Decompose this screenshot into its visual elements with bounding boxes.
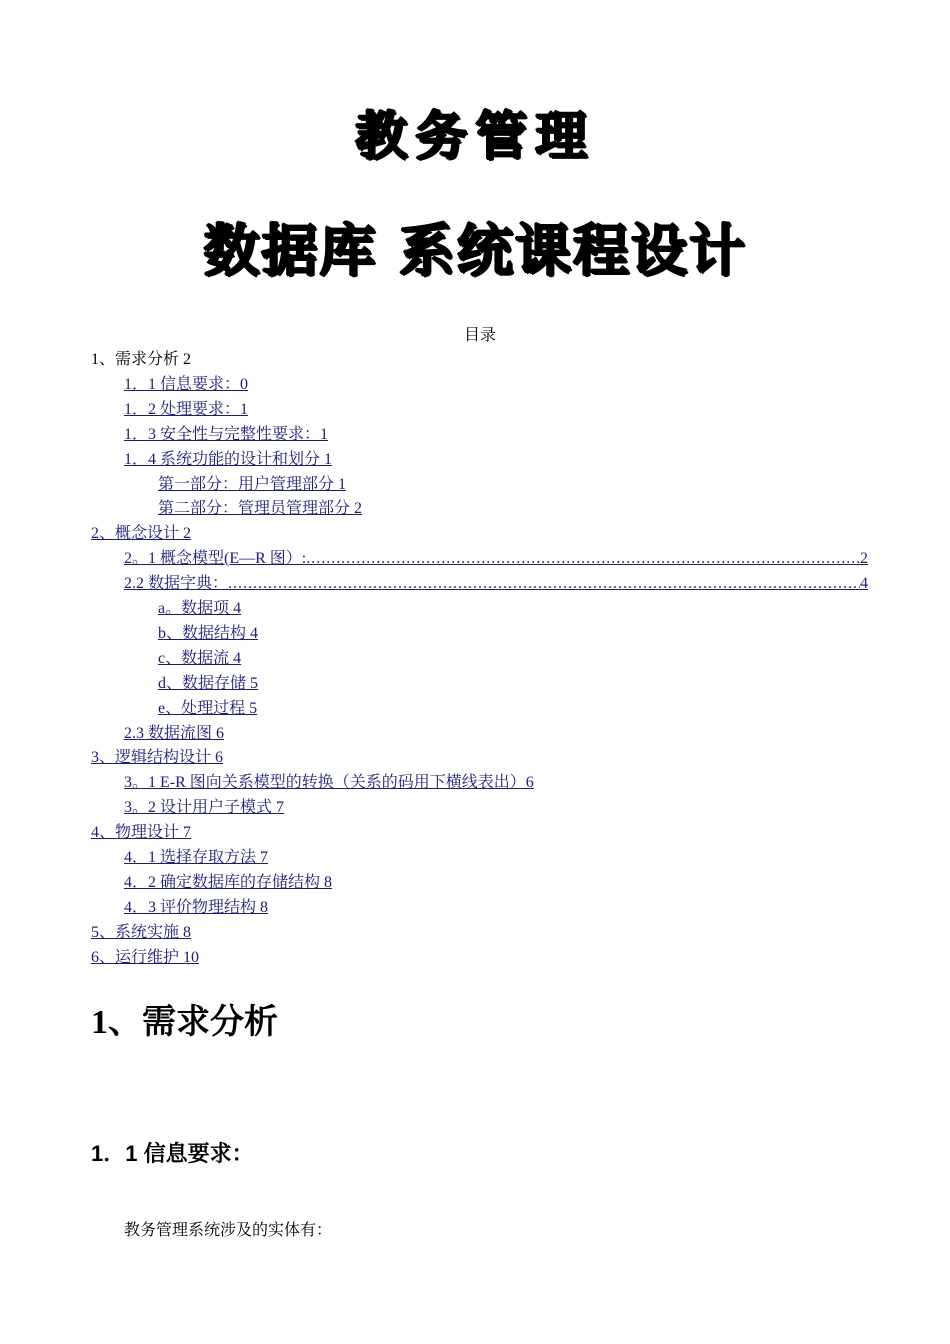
document-title-line1: 教务管理 xyxy=(354,107,595,167)
toc-entry xyxy=(91,349,191,371)
toc-entry[interactable] xyxy=(158,498,362,520)
toc-page-number[interactable]: 2 xyxy=(860,550,868,567)
toc-entry-link[interactable]: 2.2 数据字典： xyxy=(124,575,229,592)
toc-entry-link[interactable]: b、数据结构 4 xyxy=(158,625,259,642)
toc-entry[interactable] xyxy=(91,523,191,545)
toc-entry-text: 1、需求分析 2 xyxy=(91,351,192,368)
toc-entry-link[interactable]: 4．3 评价物理结构 8 xyxy=(124,899,269,916)
toc-leader-dots xyxy=(228,573,860,595)
toc-entry-link[interactable]: 3。1 E-R 图向关系模型的转换（关系的码用下横线表出）6 xyxy=(124,774,534,791)
toc-entry-link[interactable]: 1．3 安全性与完整性要求：1 xyxy=(124,426,329,443)
toc-entry-link[interactable]: 4、物理设计 7 xyxy=(91,824,192,841)
toc-entry[interactable] xyxy=(158,648,241,670)
toc-entry[interactable] xyxy=(158,698,257,720)
toc-entry-link[interactable]: 2.3 数据流图 6 xyxy=(124,725,225,742)
toc-entry[interactable] xyxy=(124,424,328,446)
toc-entry[interactable] xyxy=(158,623,258,645)
toc-entry[interactable] xyxy=(124,399,248,421)
body-paragraph: 教务管理系统涉及的实体有： xyxy=(124,1222,333,1239)
toc-leader-dots xyxy=(306,548,860,570)
toc-entry-link[interactable]: 第二部分：管理员管理部分 2 xyxy=(158,500,363,517)
toc-entry[interactable] xyxy=(124,723,224,745)
toc-entry[interactable] xyxy=(158,474,346,496)
toc-entry[interactable] xyxy=(158,598,241,620)
toc-entry[interactable] xyxy=(124,374,248,396)
toc-entry[interactable] xyxy=(91,947,199,969)
toc-entry[interactable] xyxy=(124,449,332,471)
toc-entry[interactable] xyxy=(91,822,191,844)
toc-entry[interactable] xyxy=(124,847,268,869)
toc-entry-link[interactable]: 5、系统实施 8 xyxy=(91,924,192,941)
toc-entry-link[interactable]: d、数据存储 5 xyxy=(158,675,259,692)
toc-entry-link[interactable]: 1．2 处理要求：1 xyxy=(124,401,249,418)
toc-entry-link[interactable]: 4．1 选择存取方法 7 xyxy=(124,849,269,866)
toc-entry[interactable] xyxy=(124,548,868,570)
toc-entry-link[interactable]: 3、逻辑结构设计 6 xyxy=(91,749,224,766)
toc-entry-link[interactable]: 1．4 系统功能的设计和划分 1 xyxy=(124,451,333,468)
toc-entry[interactable] xyxy=(124,872,332,894)
document-title-line2: 数据库 系统课程设计 xyxy=(203,219,747,284)
toc-entry[interactable] xyxy=(158,673,258,695)
toc-entry-link[interactable]: e、处理过程 5 xyxy=(158,700,258,717)
toc-entry[interactable] xyxy=(124,772,534,794)
toc-entry-link[interactable]: 2、概念设计 2 xyxy=(91,525,192,542)
toc-entry-link[interactable]: c、数据流 4 xyxy=(158,650,242,667)
section-heading-requirements: 1、需求分析 xyxy=(91,1004,278,1041)
toc-entry[interactable] xyxy=(91,747,223,769)
toc-page-number[interactable]: 4 xyxy=(860,575,868,592)
toc-entry[interactable] xyxy=(124,573,868,595)
toc-entry[interactable] xyxy=(124,897,268,919)
toc-entry-link[interactable]: 2。1 概念模型(E—R 图）: xyxy=(124,550,307,567)
toc-heading: 目录 xyxy=(463,327,496,344)
toc-entry-link[interactable]: 3。2 设计用户子模式 7 xyxy=(124,799,285,816)
toc-entry-link[interactable]: a。数据项 4 xyxy=(158,600,242,617)
toc-entry-link[interactable]: 第一部分：用户管理部分 1 xyxy=(158,476,347,493)
toc-entry[interactable] xyxy=(124,797,284,819)
toc-entry-link[interactable]: 4．2 确定数据库的存储结构 8 xyxy=(124,874,333,891)
toc-entry-link[interactable]: 6、运行维护 10 xyxy=(91,949,200,966)
toc-entry-link[interactable]: 1．1 信息要求：0 xyxy=(124,376,249,393)
subsection-heading-info-requirements: 1．1 信息要求： xyxy=(91,1141,254,1166)
toc-entry[interactable] xyxy=(91,922,191,944)
